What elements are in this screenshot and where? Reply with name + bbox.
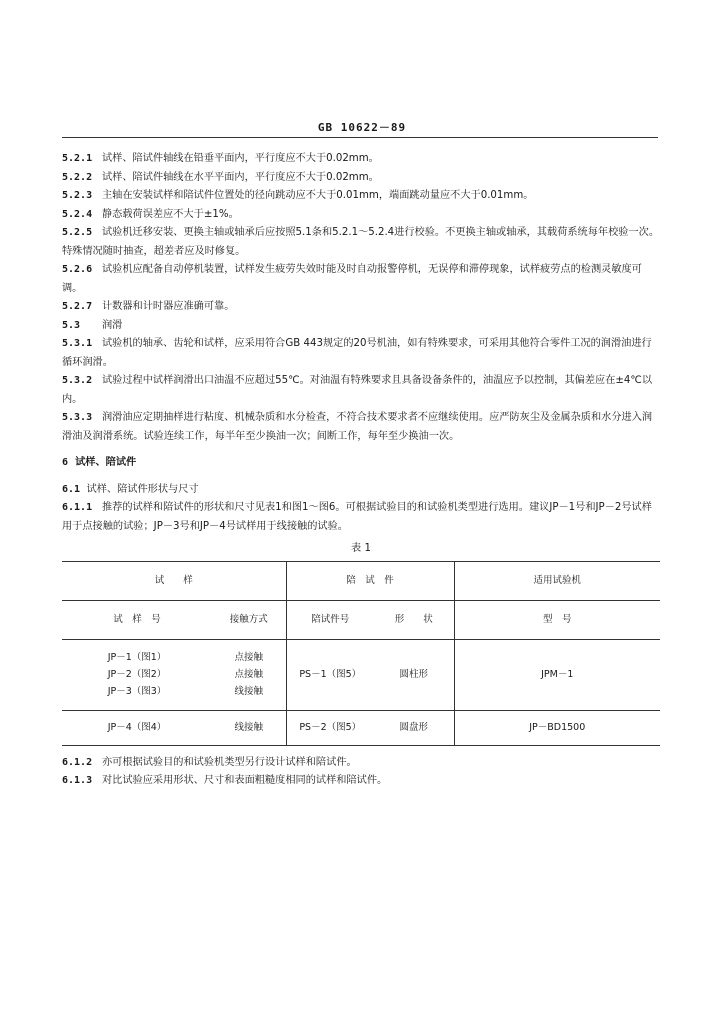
document-body: [62, 150, 660, 791]
cell-shape: 圆盘形: [399, 722, 428, 733]
group-machine: 适用试验机: [454, 561, 660, 600]
para-6-1-1: 6.1.1 推荐的试样和陪试件的形状和尺寸见表1和图1～图6。可根据试验目的和试验机类型进行选用。建议JP－1号和JP－2号试样用于点接触的试验；JP－3号和JP－4号试样用于线接触的试验。: [62, 502, 652, 532]
table-row: [62, 710, 660, 745]
cell-companion: PS－2（图5）: [286, 710, 374, 745]
group-sample: 试 样: [62, 561, 286, 600]
para-5-3-2: 5.3.2 试验过程中试样润滑出口油温不应超过55℃。对油温有特殊要求且具备设备条件的，油温应予以控制，其偏差应在±4℃以内。: [62, 375, 653, 405]
cell-shape: 圆柱形: [374, 639, 454, 710]
table-1: [62, 561, 660, 746]
cell-samples: JP－1（图1） JP－2（图2） JP－3（图3）: [62, 639, 212, 710]
para-5-2-5: 5.2.5 试验机迁移安装、更换主轴或轴承后应按照5.1条和5.2.1～5.2.4进行校验。不更换主轴或轴承，其载荷系统每年校验一次。特殊情况随时抽查，超差者应及时修复。: [62, 227, 660, 257]
para-6-1-2: 6.1.2 亦可根据试验目的和试验机类型另行设计试样和陪试件。: [62, 756, 357, 768]
col-model: 型 号: [454, 600, 660, 639]
cell-sample: JP－4（图4）: [107, 722, 167, 733]
heading-6: 6 试样、陪试件: [62, 457, 137, 468]
group-companion: 陪 试 件: [286, 561, 454, 600]
cell-contact: 线接触: [234, 722, 263, 733]
para-5-2-2: 5.2.2 试样、陪试件轴线在水平平面内，平行度应不大于0.02mm。: [62, 171, 379, 183]
heading-5-3: 5.3 润滑: [62, 319, 123, 331]
cell-contacts: 点接触 点接触 线接触: [212, 639, 286, 710]
para-5-3-3: 5.3.3 润滑油应定期抽样进行粘度、机械杂质和水分检查，不符合技术要求者不应继续使用。应严防灰尘及金属杂质和水分进入润滑油及润滑系统。试验连续工作，每半年至少换油一次；间断工作，每年至少换油一次。: [62, 412, 653, 442]
col-companion-no: 陪试件号: [286, 600, 374, 639]
para-5-3-1: 5.3.1 试验机的轴承、齿轮和试样，应采用符合GB 443规定的20号机油，如有特殊要求，可采用其他符合零件工况的润滑油进行循环润滑。: [62, 338, 652, 368]
heading-6-1: 6.1 试样、陪试件形状与尺寸: [62, 483, 199, 495]
standard-header: GB 10622－89: [317, 121, 407, 134]
para-5-2-4: 5.2.4 静态载荷误差应不大于±1%。: [62, 208, 239, 220]
cell-machine: JPM－1: [454, 639, 660, 710]
table-caption: 表 1: [351, 543, 371, 554]
col-contact: 接触方式: [212, 600, 286, 639]
col-sample-no: 试 样 号: [62, 600, 212, 639]
para-6-1-3: 6.1.3 对比试验应采用形状、尺寸和表面粗糙度相同的试样和陪试件。: [62, 775, 388, 786]
table-row: [62, 639, 660, 710]
para-5-2-6: 5.2.6 试验机应配备自动停机装置，试样发生疲劳失效时能及时自动报警停机，无误停和滞停现象，试样疲劳点的检测灵敏度可调。: [62, 264, 642, 294]
cell-machine: JP－BD1500: [454, 710, 660, 745]
para-5-2-1: 5.2.1 试样、陪试件轴线在铅垂平面内，平行度应不大于0.02mm。: [62, 153, 379, 164]
col-shape: 形 状: [374, 600, 454, 639]
cell-companion: PS－1（图5）: [286, 639, 374, 710]
para-5-2-3: 5.2.3 主轴在安装试样和陪试件位置处的径向跳动应不大于0.01mm，端面跳动量应不大于0.01mm。: [62, 190, 534, 201]
table-header-groups: [62, 561, 660, 600]
para-5-2-7: 5.2.7 计数器和计时器应准确可靠。: [62, 301, 235, 312]
header-rule: [62, 137, 658, 138]
table-header-columns: [62, 600, 660, 639]
